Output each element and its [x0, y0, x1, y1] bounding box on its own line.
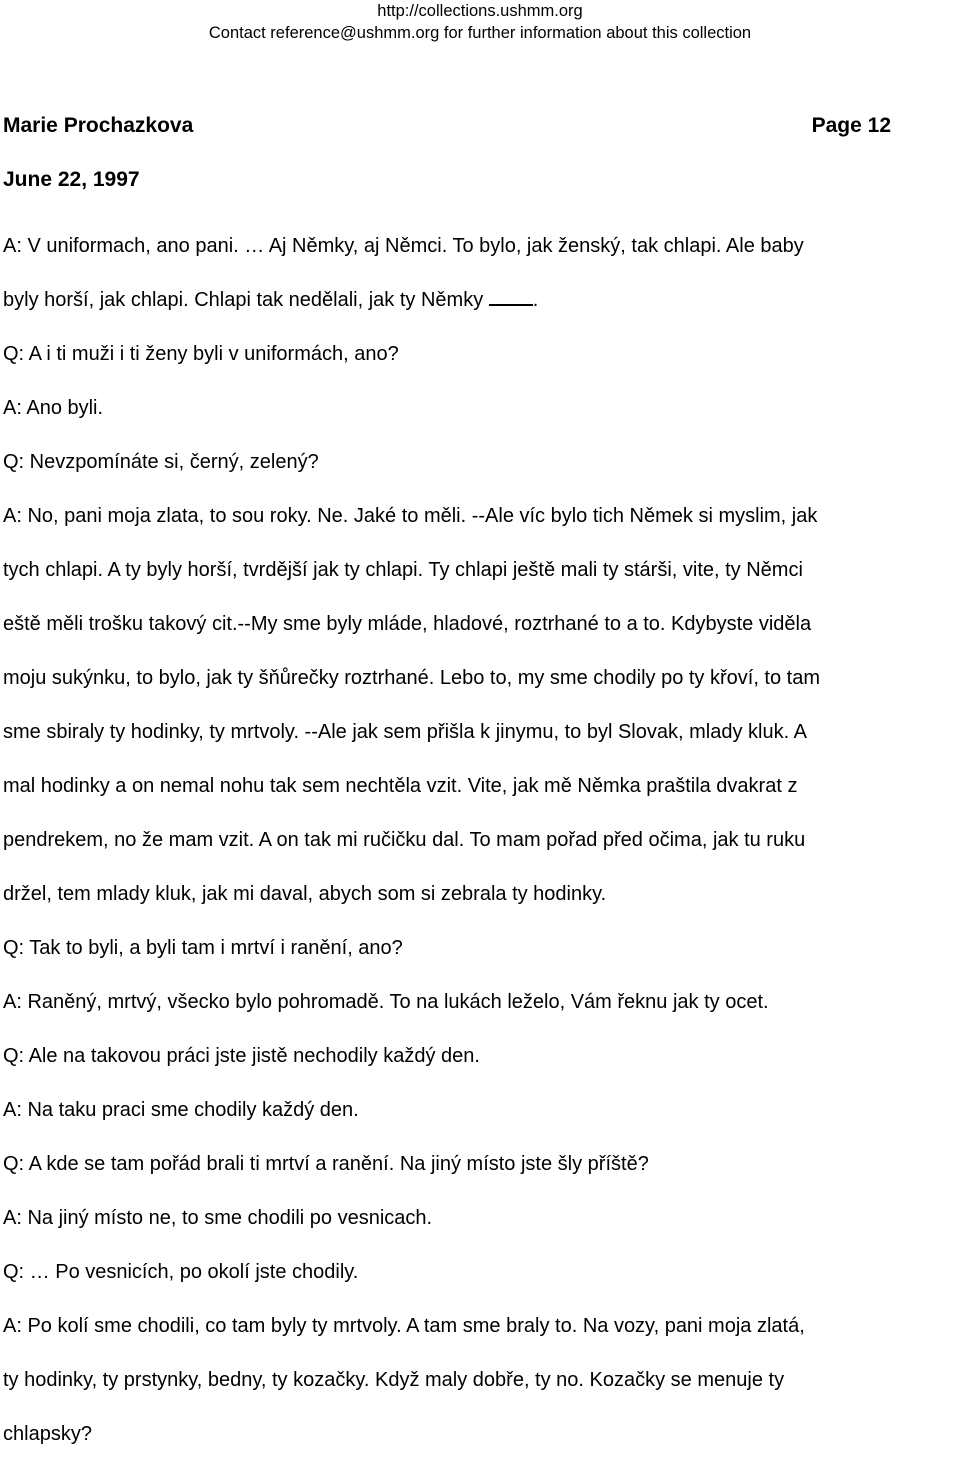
blank-underline: [489, 286, 533, 306]
transcript-line: A: V uniformach, ano pani. … Aj Němky, aj Němci. To bylo, jak ženský, tak chlapi. Ale baby: [3, 235, 804, 257]
interview-date: June 22, 1997: [3, 168, 140, 191]
transcript-line: držel, tem mlady kluk, jak mi daval, abych som si zebrala ty hodinky.: [3, 883, 607, 905]
collection-header: [0, 0, 960, 44]
transcript-line: A: Na taku praci sme chodily každý den.: [3, 1099, 359, 1121]
transcript-line-text: byly horší, jak chlapi. Chlapi tak nedělali, jak ty Němky: [3, 289, 484, 311]
transcript-line: Q: Ale na takovou práci jste jistě nechodily každý den.: [3, 1045, 480, 1067]
transcript-line: A: Raněný, mrtvý, všecko bylo pohromadě. To na lukách leželo, Vám řeknu jak ty ocet.: [3, 991, 769, 1013]
transcript-line: A: Po kolí sme chodili, co tam byly ty mrtvoly. A tam sme braly to. Na vozy, pani moja zlatá,: [3, 1315, 805, 1337]
transcript-title-row: [3, 111, 891, 141]
transcript-line: Q: Nevzpomínáte si, černý, zelený?: [3, 451, 319, 473]
transcript-line: tych chlapi. A ty byly horší, tvrdější jak ty chlapi. Ty chlapi ještě mali ty stárši, vite, ty Němci: [3, 559, 803, 581]
transcript-line: Q: … Po vesnicích, po okolí jste chodily.: [3, 1261, 359, 1283]
page-number: Page 12: [811, 114, 891, 137]
transcript-body: [3, 219, 960, 1461]
transcript-line: A: Na jiný místo ne, to sme chodili po vesnicach.: [3, 1207, 433, 1229]
transcript-line: sme sbiraly ty hodinky, ty mrtvoly. --Ale jak sem přišla k jinymu, to byl Slovak, mlady kluk. A: [3, 721, 807, 743]
transcript-line: moju sukýnku, to bylo, jak ty šňůrečky roztrhané. Lebo to, my sme chodily po ty křoví, to tam: [3, 667, 821, 689]
transcript-line: [3, 273, 960, 327]
transcript-line: A: Ano byli.: [3, 397, 104, 419]
contact-note: Contact reference@ushmm.org for further information about this collection: [208, 24, 752, 42]
transcript-line: Q: Tak to byli, a byli tam i mrtví i ranění, ano?: [3, 937, 403, 959]
transcript-line: A: No, pani moja zlata, to sou roky. Ne. Jaké to měli. --Ale víc bylo tich Němek si myslim, jak: [3, 505, 818, 527]
interviewee-name: Marie Prochazkova: [3, 114, 194, 137]
transcript-line: Q: A kde se tam pořád brali ti mrtví a ranění. Na jiný místo jste šly příště?: [3, 1153, 649, 1175]
collection-url: http://collections.ushmm.org: [377, 2, 583, 20]
transcript-line: ty hodinky, ty prstynky, bedny, ty kozačky. Když maly dobře, ty no. Kozačky se menuje ty: [3, 1369, 785, 1391]
transcript-line: pendrekem, no že mam vzit. A on tak mi ručičku dal. To mam pořad před očima, jak tu ruku: [3, 829, 806, 851]
transcript-line: chlapsky?: [3, 1423, 92, 1445]
transcript-line: Q: A i ti muži i ti ženy byli v uniformách, ano?: [3, 343, 399, 365]
transcript-line: eště měli trošku takový cit.--My sme byly mláde, hladové, roztrhané to a to. Kdybyste viděla: [3, 613, 812, 635]
transcript-line-end: .: [532, 289, 539, 311]
transcript-line: mal hodinky a on nemal nohu tak sem nechtěla vzit. Vite, jak mě Němka praštila dvakrat z: [3, 775, 798, 797]
